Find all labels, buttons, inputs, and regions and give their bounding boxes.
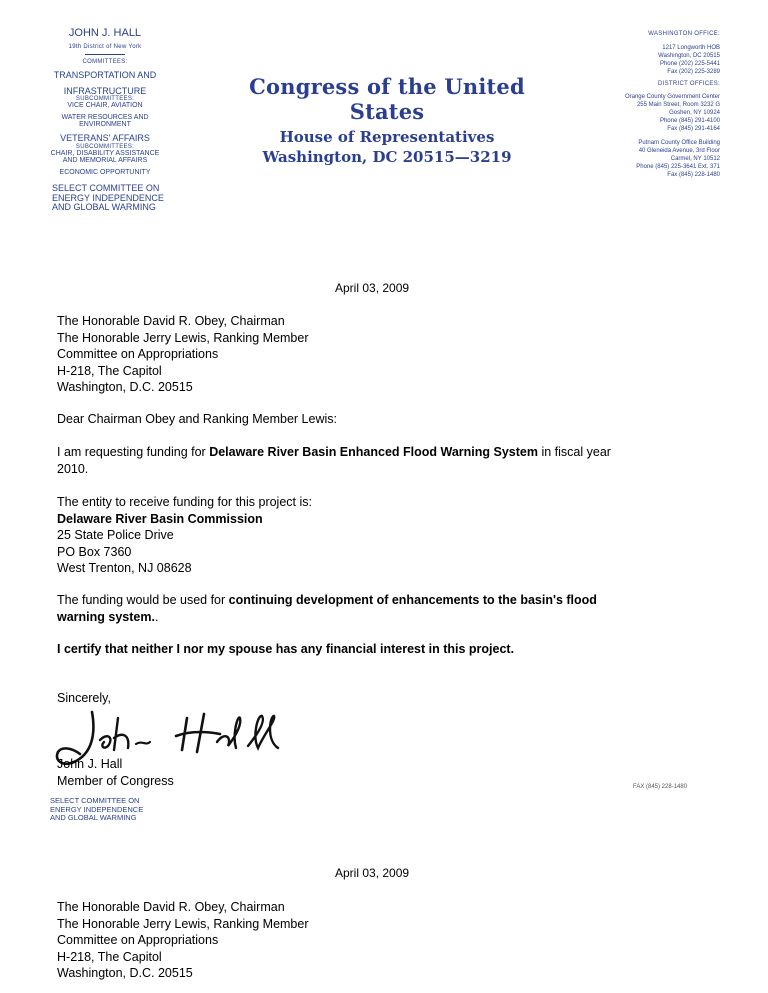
address-line: Washington, D.C. 20515 bbox=[57, 380, 193, 394]
office1-street: 255 Main Street, Room 3232 G bbox=[636, 101, 720, 108]
letterhead-title bbox=[226, 74, 548, 166]
office1-fax: Fax (845) 291-4164 bbox=[667, 125, 720, 132]
subcommittee-economic: ECONOMIC OPPORTUNITY bbox=[59, 168, 151, 176]
fiscal-year: 2010. bbox=[57, 461, 89, 476]
footer-committee bbox=[50, 797, 143, 823]
address-line: Committee on Appropriations bbox=[57, 347, 219, 361]
entity-city: West Trenton, NJ 08628 bbox=[57, 561, 192, 575]
address-line: The Honorable Jerry Lewis, Ranking Member bbox=[57, 330, 309, 345]
office2-phone: Phone (845) 225-3641 Ext. 371 bbox=[636, 164, 720, 171]
usage-paragraph bbox=[57, 592, 707, 625]
office1-name: Orange County Government Center bbox=[624, 93, 720, 100]
letterhead-committees bbox=[40, 28, 170, 212]
signature-block bbox=[57, 756, 707, 789]
usage-bold-2: warning system. bbox=[57, 609, 155, 624]
repeat-address bbox=[57, 899, 309, 982]
washington-title: Washington, DC 20515—3219 bbox=[262, 148, 512, 166]
committee-select: SELECT COMMITTEE ON bbox=[52, 183, 160, 194]
usage-text: The funding would be used for bbox=[57, 593, 229, 607]
committee-select-2: ENERGY INDEPENDENCE bbox=[52, 192, 164, 203]
usage-end: . bbox=[154, 609, 159, 624]
address-line: H-218, The Capitol bbox=[57, 363, 162, 378]
repeat-date: April 03, 2009 bbox=[335, 866, 410, 880]
committees-heading: COMMITTEES: bbox=[82, 58, 128, 65]
address-line: H-218, The Capitol bbox=[57, 949, 162, 964]
footer-committee-line: AND GLOBAL WARMING bbox=[50, 813, 137, 822]
dc-fax: Fax (202) 225-3289 bbox=[667, 69, 720, 76]
entity-pobox: PO Box 7360 bbox=[57, 544, 132, 559]
entity-street: 25 State Police Drive bbox=[57, 528, 174, 542]
dc-city: Washington, DC 20515 bbox=[658, 53, 720, 60]
dc-address: 1217 Longworth HOB bbox=[662, 45, 720, 52]
divider bbox=[85, 54, 125, 55]
fax-fragment: FAX (845) 228-1480 bbox=[633, 784, 688, 790]
role-aviation: VICE CHAIR, AVIATION bbox=[67, 102, 143, 110]
house-title: House of Representatives bbox=[279, 128, 495, 146]
usage-bold: continuing development of enhancements to the basin's flood bbox=[228, 593, 597, 607]
dc-office-heading: WASHINGTON OFFICE: bbox=[648, 31, 720, 37]
request-text: I am requesting funding for bbox=[57, 445, 210, 459]
salutation: Dear Chairman Obey and Ranking Member Lewis: bbox=[57, 412, 337, 426]
office2-fax: Fax (845) 228-1480 bbox=[667, 172, 720, 179]
closing: Sincerely, bbox=[57, 691, 111, 705]
subcommittee-water-2: ENVIRONMENT bbox=[79, 121, 131, 128]
footer-committee-line: ENERGY INDEPENDENCE bbox=[50, 804, 144, 814]
committee-select-3: AND GLOBAL WARMING bbox=[52, 201, 156, 212]
subcommittees-label: SUBCOMMITTEES: bbox=[75, 96, 135, 103]
project-name: Delaware River Basin Enhanced Flood Warning System bbox=[209, 445, 538, 459]
office2-city: Carmel, NY 10512 bbox=[670, 156, 720, 163]
signer-title: Member of Congress bbox=[57, 773, 174, 788]
subcommittees-label-2: SUBCOMMITTEES: bbox=[75, 143, 135, 150]
office1-city: Goshen, NY 10924 bbox=[669, 109, 720, 116]
committee-transport: TRANSPORTATION AND bbox=[53, 70, 157, 81]
letterhead-offices bbox=[590, 30, 720, 180]
entity-paragraph bbox=[57, 494, 707, 577]
dc-phone: Phone (202) 225-5441 bbox=[659, 61, 720, 68]
request-text-end: in fiscal year bbox=[537, 445, 611, 459]
entity-intro: The entity to receive funding for this project is: bbox=[57, 495, 312, 509]
congress-title: Congress of the United States bbox=[249, 74, 525, 124]
request-paragraph bbox=[57, 444, 707, 477]
recipient-address bbox=[57, 313, 309, 396]
committee-transport-2: INFRASTRUCTURE bbox=[63, 85, 147, 96]
committee-veterans: VETERANS' AFFAIRS bbox=[60, 133, 150, 144]
district-offices-heading: DISTRICT OFFICES: bbox=[658, 81, 720, 88]
certification: I certify that neither I nor my spouse has any financial interest in this project. bbox=[57, 642, 515, 656]
address-line: Washington, D.C. 20515 bbox=[57, 966, 193, 980]
member-district: 19th District of New York bbox=[68, 43, 142, 50]
entity-name: Delaware River Basin Commission bbox=[57, 511, 263, 526]
subcommittee-water: WATER RESOURCES AND bbox=[61, 113, 149, 121]
office1-phone: Phone (845) 291-4100 bbox=[659, 117, 720, 124]
address-line: Committee on Appropriations bbox=[57, 933, 219, 947]
office2-name: Putnam County Office Building bbox=[638, 140, 720, 147]
role-disability: CHAIR, DISABILITY ASSISTANCE bbox=[50, 150, 160, 158]
member-name: JOHN J. HALL bbox=[68, 27, 142, 39]
signer-name: John J. Hall bbox=[57, 757, 123, 771]
address-line: The Honorable Jerry Lewis, Ranking Member bbox=[57, 916, 309, 931]
role-disability-2: AND MEMORIAL AFFAIRS bbox=[62, 157, 148, 165]
address-line: The Honorable David R. Obey, Chairman bbox=[57, 900, 285, 914]
letter-date: April 03, 2009 bbox=[335, 281, 410, 295]
office2-street: 40 Gleneida Avenue, 3rd Floor bbox=[638, 148, 720, 155]
address-line: The Honorable David R. Obey, Chairman bbox=[57, 314, 285, 328]
footer-committee-line: SELECT COMMITTEE ON bbox=[50, 796, 140, 805]
